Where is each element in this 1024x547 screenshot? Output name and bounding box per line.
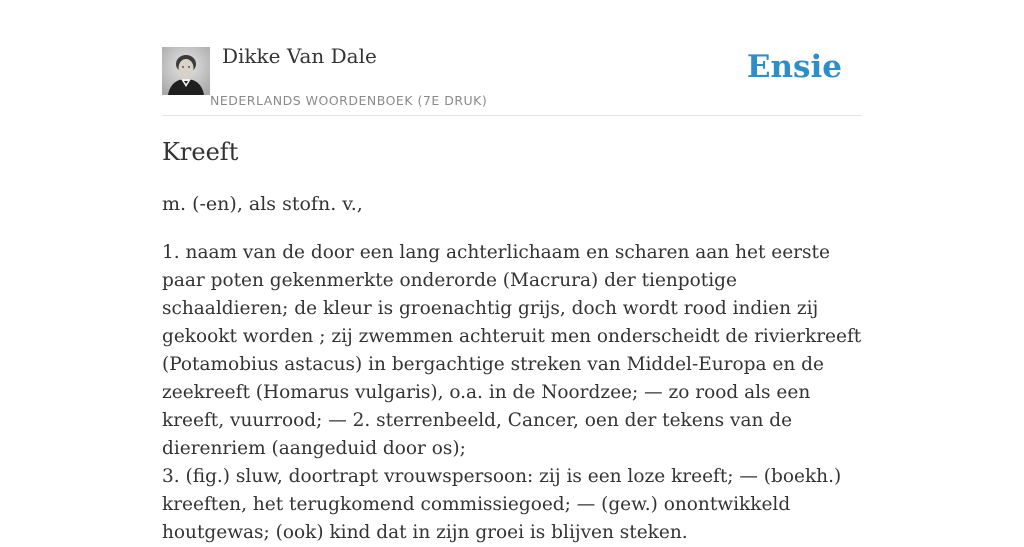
author-avatar[interactable] [162,47,210,95]
entry-grammar: m. (-en), als stofn. v., [162,193,363,215]
header [162,0,862,116]
entry-title: Kreeft [162,138,239,166]
source-subtitle[interactable]: NEDERLANDS WOORDENBOEK (7E DRUK) [210,93,488,108]
author-name[interactable]: Dikke Van Dale [222,44,377,68]
ensie-logo[interactable]: Ensie [746,49,842,85]
entry-definition [162,239,868,547]
main-content [162,0,862,543]
definition-paragraph: 1. naam van de door een lang achterlichaam en scharen aan het eerste paar poten gekenmerkte onderorde (Macrura) der tienpotige schaaldieren; de kleur is groenachtig grijs, doch wordt rood indien zij gekookt worden ; zij zwemmen achteruit men onderscheidt de rivierkreeft (Potamobius astacus) in bergachtige streken van Middel-Europa en de zeekreeft (Homarus vulgaris), o.a. in de Noordzee; — zo rood als een kreeft, vuurrood; — 2. sterrenbeeld, Cancer, oen der tekens van de dierenriem (aangeduid door os); [162,242,862,459]
portrait-icon [162,47,210,95]
definition-paragraph: 3. (fig.) sluw, doortrapt vrouwspersoon: zij is een loze kreeft; — (boekh.) kreeften, het terugkomend commissiegoed; — (gew.) onontwikkeld houtgewas; (ook) kind dat in zijn groei is blijven steken. [162,466,842,543]
